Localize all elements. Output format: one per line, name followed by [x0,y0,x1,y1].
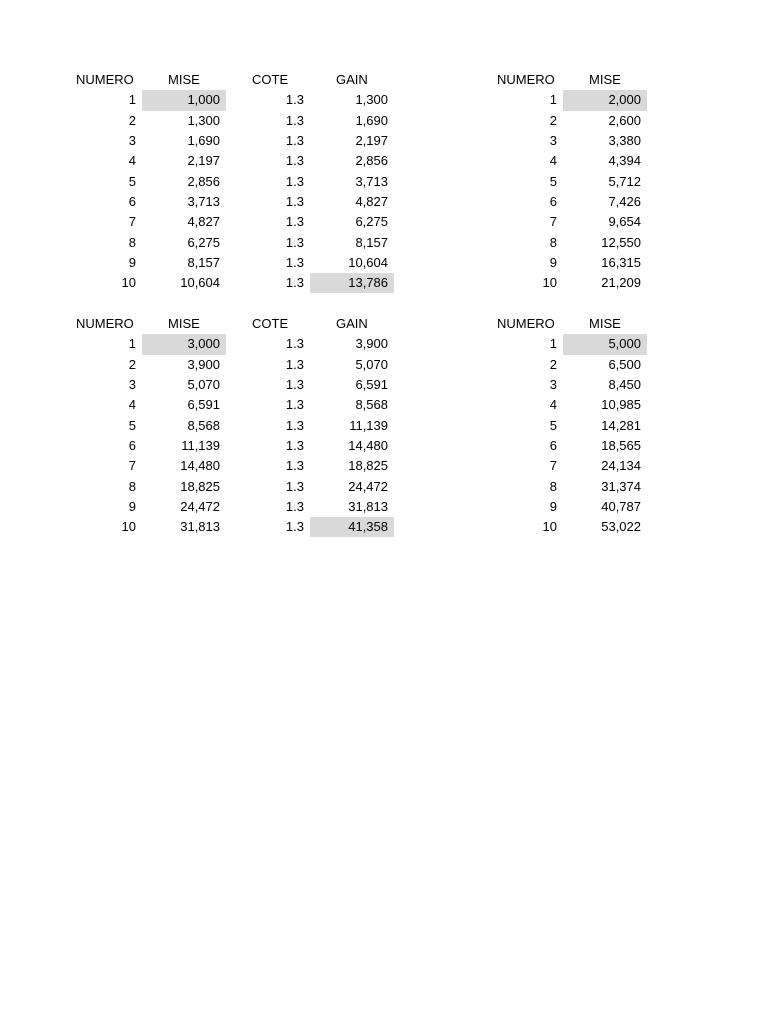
cell-mise[interactable]: 8,450 [608,377,641,393]
table-row [491,334,647,354]
cell-cote[interactable]: 1.3 [285,377,304,393]
cell-numero[interactable]: 10 [121,275,136,291]
cell-mise[interactable]: 12,550 [601,234,641,250]
header-row [491,314,647,334]
header-numero: NUMERO [76,72,134,88]
table-row [70,131,394,151]
cell-numero[interactable]: 1 [549,92,557,108]
header-cote: COTE [252,316,289,332]
table-row [70,517,394,537]
cell-cote[interactable]: 1.3 [285,519,304,535]
table-row [70,375,394,395]
header-row [70,314,394,334]
cell-gain[interactable]: 11,139 [349,417,388,433]
table-row [70,192,394,212]
cell-cote[interactable]: 1.3 [285,153,304,169]
cell-mise[interactable]: 24,134 [601,458,641,474]
cell-mise[interactable]: 2,856 [187,173,220,189]
cell-numero[interactable]: 9 [549,498,557,514]
cell-mise[interactable]: 2,600 [608,112,641,128]
cell-numero[interactable]: 2 [549,356,557,372]
table-row [491,476,647,496]
cell-numero[interactable]: 5 [128,173,136,189]
header-row [491,70,647,90]
cell-numero[interactable]: 2 [128,356,136,372]
cell-numero[interactable]: 10 [542,275,557,291]
table-row [491,131,647,151]
cell-mise[interactable]: 53,022 [601,519,641,535]
table-row [491,151,647,171]
table-block-3 [70,314,394,537]
cell-numero[interactable]: 1 [549,336,557,352]
cell-numero[interactable]: 9 [549,254,557,270]
cell-cote[interactable]: 1.3 [285,275,304,291]
header-row [70,70,394,90]
cell-cote[interactable]: 1.3 [285,336,304,352]
cell-numero[interactable]: 5 [549,173,557,189]
header-gain: GAIN [336,72,368,88]
cell-mise-highlighted[interactable]: 1,000 [142,90,226,110]
cell-mise[interactable]: 14,281 [601,417,641,433]
cell-gain[interactable]: 3,900 [355,336,388,352]
cell-numero[interactable]: 7 [128,458,136,474]
table-row [491,497,647,517]
cell-mise[interactable]: 31,813 [180,519,220,535]
table-row [70,212,394,232]
header-gain: GAIN [336,316,368,332]
table-row [70,415,394,435]
table-row [491,355,647,375]
table-row [491,436,647,456]
cell-mise[interactable]: 5,070 [187,377,220,393]
cell-mise[interactable]: 6,500 [608,356,641,372]
table-row [491,212,647,232]
cell-numero[interactable]: 8 [128,478,136,494]
cell-cote[interactable]: 1.3 [285,397,304,413]
table-row [70,90,394,110]
cell-mise[interactable]: 11,139 [181,437,220,453]
header-mise: MISE [168,316,200,332]
cell-gain[interactable]: 10,604 [348,254,388,270]
cell-mise[interactable]: 9,654 [608,214,641,230]
header-mise: MISE [589,316,621,332]
cell-mise[interactable]: 2,197 [187,153,220,169]
cell-cote[interactable]: 1.3 [285,193,304,209]
cell-numero[interactable]: 6 [128,193,136,209]
cell-numero[interactable]: 2 [128,112,136,128]
header-cote: COTE [252,72,289,88]
cell-numero[interactable]: 7 [549,458,557,474]
table-row [70,395,394,415]
table-row [70,497,394,517]
table-row [491,192,647,212]
cell-numero[interactable]: 8 [549,478,557,494]
cell-mise[interactable]: 5,712 [608,173,641,189]
cell-numero[interactable]: 1 [128,92,136,108]
cell-gain[interactable]: 2,856 [355,153,388,169]
cell-gain[interactable]: 8,568 [355,397,388,413]
cell-mise-highlighted[interactable]: 2,000 [563,90,647,110]
table-row [491,456,647,476]
cell-mise[interactable]: 10,604 [180,275,220,291]
cell-mise[interactable]: 3,900 [187,356,220,372]
header-numero: NUMERO [497,72,555,88]
cell-numero[interactable]: 1 [128,336,136,352]
cell-cote[interactable]: 1.3 [285,478,304,494]
cell-cote[interactable]: 1.3 [285,92,304,108]
table-block-4 [491,314,647,537]
cell-numero[interactable]: 3 [128,377,136,393]
header-mise: MISE [168,72,200,88]
cell-numero[interactable]: 4 [549,397,557,413]
cell-mise[interactable]: 1,690 [187,133,220,149]
cell-mise[interactable]: 18,565 [601,437,641,453]
cell-gain[interactable]: 6,275 [355,214,388,230]
header-numero: NUMERO [76,316,134,332]
table-row [491,111,647,131]
cell-gain[interactable]: 1,300 [355,92,388,108]
cell-gain[interactable]: 18,825 [348,458,388,474]
cell-numero[interactable]: 5 [128,417,136,433]
cell-mise[interactable]: 31,374 [601,478,641,494]
cell-numero[interactable]: 10 [542,519,557,535]
table-row [70,151,394,171]
table-row [491,517,647,537]
cell-cote[interactable]: 1.3 [285,133,304,149]
table-block-1 [70,70,394,293]
table-row [70,111,394,131]
cell-mise[interactable]: 16,315 [601,254,641,270]
cell-numero[interactable]: 7 [128,214,136,230]
header-mise: MISE [589,72,621,88]
cell-mise-highlighted[interactable]: 3,000 [142,334,226,354]
cell-mise[interactable]: 8,157 [187,254,220,270]
cell-numero[interactable]: 8 [549,234,557,250]
cell-mise[interactable]: 3,713 [187,193,220,209]
cell-numero[interactable]: 6 [549,193,557,209]
cell-gain[interactable]: 6,591 [355,377,388,393]
cell-mise[interactable]: 10,985 [601,397,641,413]
cell-cote[interactable]: 1.3 [285,214,304,230]
cell-numero[interactable]: 5 [549,417,557,433]
cell-numero[interactable]: 7 [549,214,557,230]
table-row [70,456,394,476]
cell-mise[interactable]: 18,825 [180,478,220,494]
cell-gain[interactable]: 3,713 [355,173,388,189]
table-row [70,253,394,273]
table-row [70,334,394,354]
table-row [70,355,394,375]
table-row [70,171,394,191]
cell-cote[interactable]: 1.3 [285,112,304,128]
table-row [70,476,394,496]
cell-gain[interactable]: 5,070 [355,356,388,372]
cell-mise[interactable]: 6,591 [187,397,220,413]
cell-numero[interactable]: 10 [121,519,136,535]
cell-mise[interactable]: 24,472 [180,498,220,514]
cell-mise[interactable]: 4,394 [608,153,641,169]
table-block-2 [491,70,647,293]
table-row [491,415,647,435]
table-row [491,232,647,252]
table-row [70,273,394,293]
cell-gain[interactable]: 1,690 [355,112,388,128]
cell-numero[interactable]: 3 [549,377,557,393]
table-row [491,171,647,191]
cell-mise[interactable]: 1,300 [187,112,220,128]
cell-mise[interactable]: 8,568 [187,417,220,433]
cell-gain[interactable]: 24,472 [348,478,388,494]
table-row [491,273,647,293]
cell-cote[interactable]: 1.3 [285,498,304,514]
cell-numero[interactable]: 9 [128,254,136,270]
cell-numero[interactable]: 9 [128,498,136,514]
cell-numero[interactable]: 8 [128,234,136,250]
cell-numero[interactable]: 6 [549,437,557,453]
cell-numero[interactable]: 3 [549,133,557,149]
cell-cote[interactable]: 1.3 [285,254,304,270]
cell-numero[interactable]: 3 [128,133,136,149]
cell-mise[interactable]: 40,787 [601,498,641,514]
cell-cote[interactable]: 1.3 [285,458,304,474]
cell-cote[interactable]: 1.3 [285,234,304,250]
table-row [491,395,647,415]
table-row [491,90,647,110]
cell-numero[interactable]: 4 [128,153,136,169]
cell-gain[interactable]: 2,197 [355,133,388,149]
cell-numero[interactable]: 6 [128,437,136,453]
cell-numero[interactable]: 4 [549,153,557,169]
cell-gain[interactable]: 4,827 [355,193,388,209]
header-numero: NUMERO [497,316,555,332]
cell-mise[interactable]: 21,209 [601,275,641,291]
table-row [70,232,394,252]
cell-gain-highlighted[interactable]: 13,786 [310,273,394,293]
table-row [491,253,647,273]
cell-mise[interactable]: 4,827 [187,214,220,230]
cell-gain[interactable]: 8,157 [355,234,388,250]
table-row [491,375,647,395]
cell-gain-highlighted[interactable]: 41,358 [310,517,394,537]
cell-cote[interactable]: 1.3 [285,417,304,433]
cell-mise[interactable]: 14,480 [180,458,220,474]
cell-mise[interactable]: 6,275 [187,234,220,250]
cell-cote[interactable]: 1.3 [285,437,304,453]
cell-gain[interactable]: 14,480 [348,437,388,453]
cell-numero[interactable]: 2 [549,112,557,128]
cell-cote[interactable]: 1.3 [285,356,304,372]
table-row [70,436,394,456]
cell-mise[interactable]: 7,426 [608,193,641,209]
cell-cote[interactable]: 1.3 [285,173,304,189]
cell-gain[interactable]: 31,813 [348,498,388,514]
cell-mise[interactable]: 3,380 [608,133,641,149]
cell-numero[interactable]: 4 [128,397,136,413]
cell-mise-highlighted[interactable]: 5,000 [563,334,647,354]
